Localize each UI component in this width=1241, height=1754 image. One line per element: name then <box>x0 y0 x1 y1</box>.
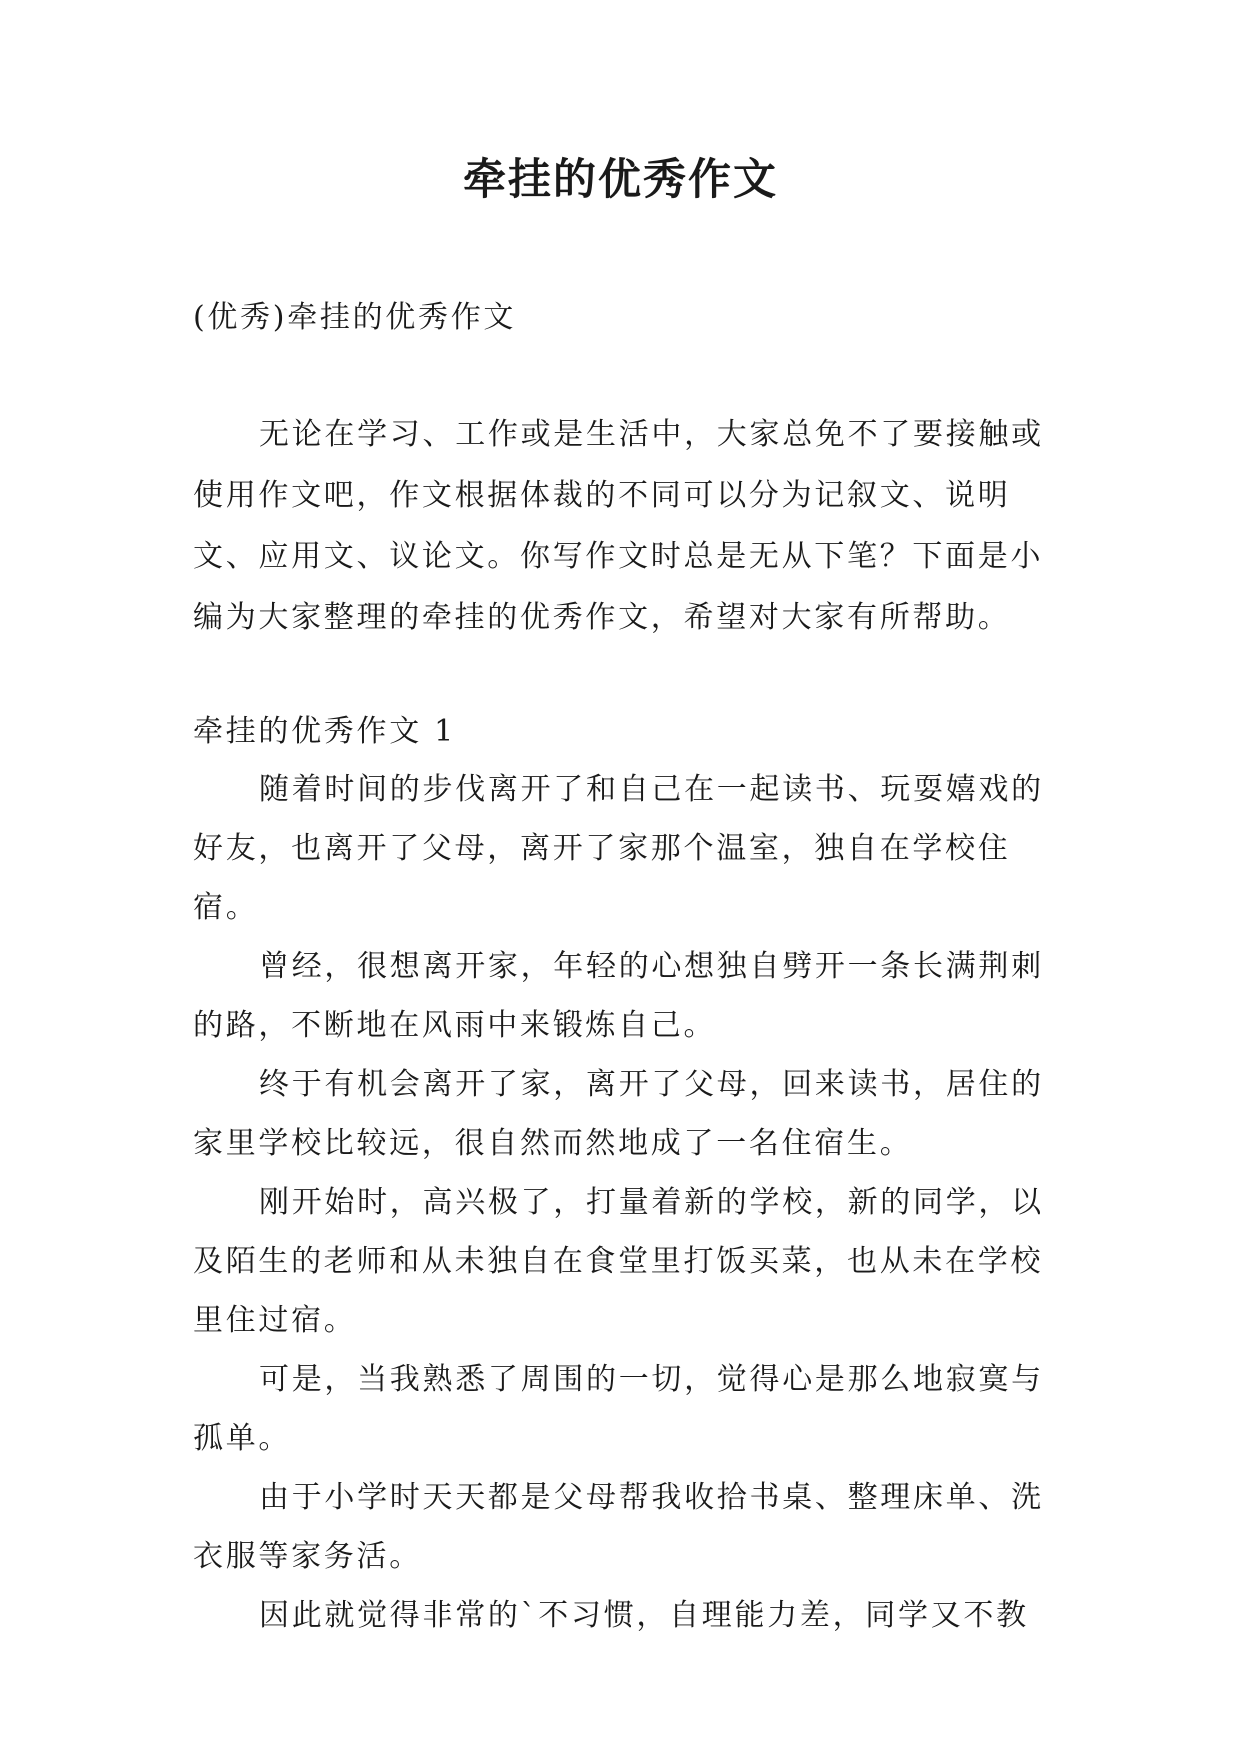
essay-section <box>193 704 1059 1645</box>
section-heading: 牵挂的优秀作文 1 <box>193 714 456 749</box>
essay-paragraph: 刚开始时，高兴极了，打量着新的学校，新的同学，以及陌生的老师和从未独自在食堂里打饭买菜，也从未在学校里住过宿。 <box>193 1185 1044 1338</box>
document-subtitle: (优秀)牵挂的优秀作文 <box>193 300 517 335</box>
essay-paragraph: 可是，当我熟悉了周围的一切，觉得心是那么地寂寞与孤单。 <box>193 1362 1044 1456</box>
essay-paragraph: 因此就觉得非常的`不习惯，自理能力差，同学又不教 <box>259 1598 1029 1633</box>
essay-paragraph: 曾经，很想离开家，年轻的心想独自劈开一条长满荆刺的路，不断地在风雨中来锻炼自己。 <box>193 949 1044 1043</box>
essay-paragraph: 由于小学时天天都是父母帮我收拾书桌、整理床单、洗衣服等家务活。 <box>193 1480 1044 1574</box>
essay-paragraph: 终于有机会离开了家，离开了父母，回来读书，居住的家里学校比较远，很自然而然地成了一名住宿生。 <box>193 1067 1044 1161</box>
document-title: 牵挂的优秀作文 <box>463 155 778 205</box>
essay-paragraph: 随着时间的步伐离开了和自己在一起读书、玩耍嬉戏的好友，也离开了父母，离开了家那个温室，独自在学校住宿。 <box>193 772 1044 925</box>
intro-paragraph: 无论在学习、工作或是生活中，大家总免不了要接触或使用作文吧，作文根据体裁的不同可以分为记叙文、说明文、应用文、议论文。你写作文时总是无从下笔？下面是小编为大家整理的牵挂的优秀作文，希望对大家有所帮助。 <box>193 417 1044 635</box>
